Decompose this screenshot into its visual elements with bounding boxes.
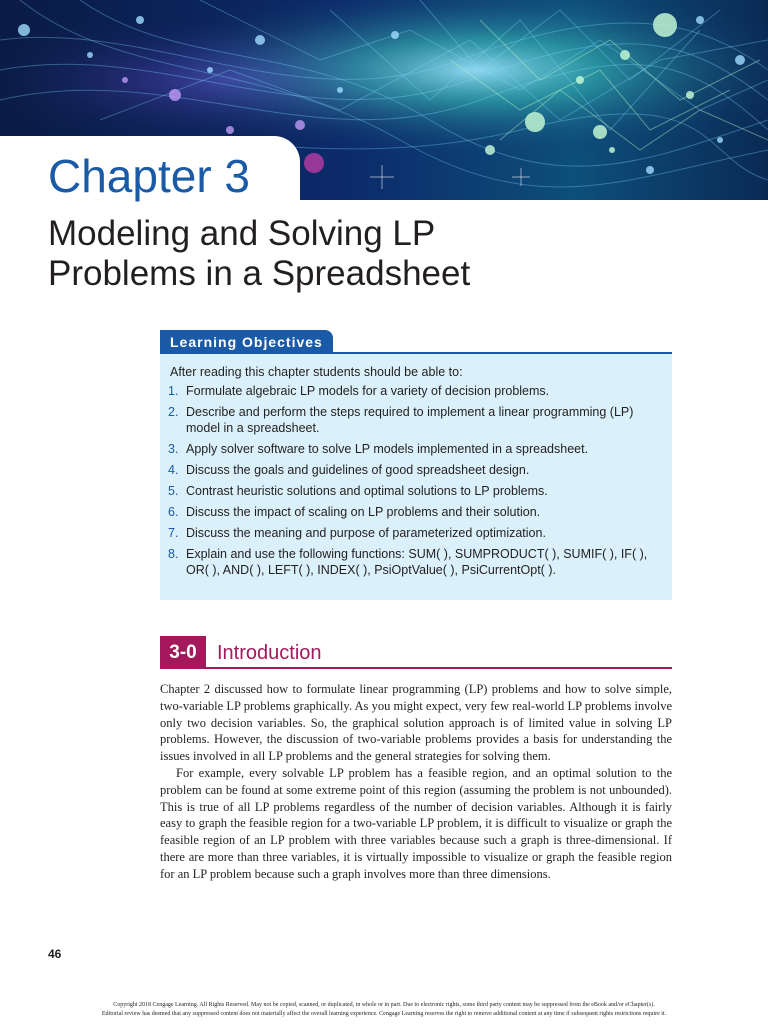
learning-objectives-list [168, 383, 660, 583]
objective-text: Contrast heuristic solutions and optimal solutions to LP problems. [186, 484, 548, 498]
chapter-label: Chapter 3 [48, 150, 251, 202]
section-title: Introduction [217, 642, 322, 664]
copyright-line: Editorial review has deemed that any suppressed content does not materially affect the overall learning experience. Cengage Learning reserves the right to remove additional content at any time if subsequent rights restrictions require it. [101, 1011, 667, 1017]
body-paragraph: Chapter 2 discussed how to formulate linear programming (LP) problems and how to solve simple, two-variable LP problems graphically. As you might expect, very few real-world LP problems involve only two decision variables. So, the graphical solution approach is of limited value in solving LP problems. However, the discussion of two-variable problems provides a basis for understanding the issues involved in all LP problems and the general strategies for solving them. [160, 682, 672, 764]
objective-number: 6. [168, 505, 179, 519]
objective-text: Discuss the goals and guidelines of good spreadsheet design. [186, 463, 530, 477]
objective-text: Apply solver software to solve LP models implemented in a spreadsheet. [186, 442, 589, 456]
learning-objective-item [168, 546, 660, 578]
body-paragraph: For example, every solvable LP problem has a feasible region, and an optimal solution to the problem can be found at some extreme point of this region (assuming the problem is not unbounded). This is true of all LP problems regardless of the number of decision variables. Although it is fairly easy to graph the feasible region for a two-variable LP problem, it is difficult to visualize or graph the feasible region of an LP problem with three variables because such a graph is three-dimensional. If there are more than three variables, it is virtually impossible to visualize or graph the feasible region for an LP problem because such a graph involves more than three dimensions. [160, 765, 672, 881]
learning-objectives-body [160, 354, 672, 600]
copyright-line: Copyright 2018 Cengage Learning. All Rights Reserved. May not be copied, scanned, or duplicated, in whole or in part. Due to electronic rights, some third party content may be suppressed from the eBook and/or eChapter(s). [113, 1002, 655, 1008]
objective-text: Discuss the impact of scaling on LP problems and their solution. [186, 505, 541, 519]
learning-objective-item [168, 404, 660, 436]
learning-objectives-heading: Learning Objectives [160, 330, 333, 354]
objective-number: 3. [168, 442, 179, 456]
objective-number: 8. [168, 547, 179, 561]
learning-objectives-box [160, 330, 672, 600]
learning-objective-item [168, 462, 660, 478]
learning-objective-item [168, 525, 660, 541]
objective-number: 5. [168, 484, 179, 498]
objective-text: Explain and use the following functions: SUM( ), SUMPRODUCT( ), SUMIF( ), IF( ), OR( ), AND( ), LEFT( ), INDEX( ), PsiOptValue( ), PsiCurrentOpt( ). [186, 547, 648, 577]
learning-objective-item [168, 441, 660, 457]
chapter-title-line-2: Problems in a Spreadsheet [48, 254, 471, 293]
section-number: 3-0 [160, 636, 206, 669]
page-number: 46 [48, 947, 62, 961]
learning-objectives-intro: After reading this chapter students should be able to: [170, 365, 463, 379]
section-body [160, 681, 672, 883]
learning-objective-item [168, 383, 660, 399]
chapter-title-line-1: Modeling and Solving LP [48, 214, 436, 253]
learning-objective-item [168, 504, 660, 520]
section-rule [160, 667, 672, 669]
chapter-title [48, 214, 688, 294]
objective-number: 7. [168, 526, 179, 540]
learning-objective-item [168, 483, 660, 499]
objective-number: 1. [168, 384, 179, 398]
objective-text: Describe and perform the steps required to implement a linear programming (LP) model in a spreadsheet. [186, 405, 634, 435]
objective-number: 2. [168, 405, 179, 419]
objective-text: Discuss the meaning and purpose of parameterized optimization. [186, 526, 546, 540]
objective-text: Formulate algebraic LP models for a variety of decision problems. [186, 384, 550, 398]
objective-number: 4. [168, 463, 179, 477]
copyright-notice [40, 1001, 728, 1019]
